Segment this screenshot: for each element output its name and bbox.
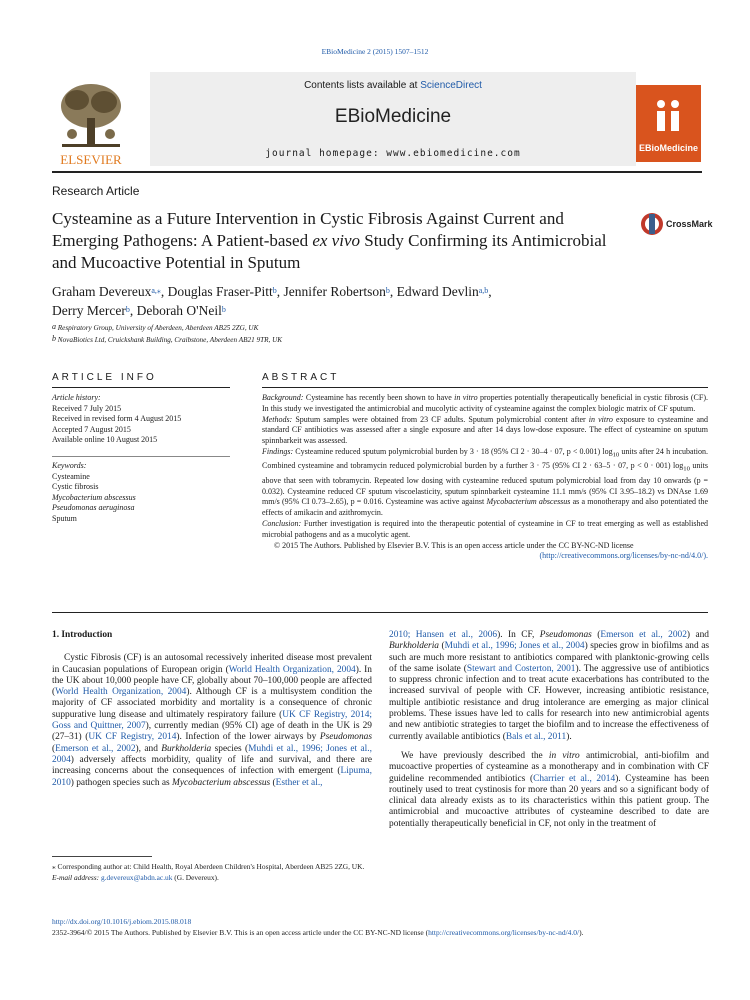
intro-paragraph-1-continued [389,630,709,743]
citation-link[interactable]: Muhdi et al., 1996; Jones et al., 2004 [444,641,585,652]
cover-title: EBioMedicine [638,143,698,153]
author-separator: , [389,284,397,299]
tree-icon [61,84,121,147]
affiliation-text: Respiratory Group, University of Aberdeen, Aberdeen AB25 2ZG, UK [57,324,259,332]
text-run: ( [52,743,56,754]
author-affiliation-mark[interactable]: a,⁎ [151,286,161,295]
citation-link[interactable]: World Health Organization, 2004 [228,664,356,675]
email-note [52,872,372,883]
article-info-heading: ARTICLE INFO [52,372,157,383]
abstract-license-text: © 2015 The Authors. Published by Elsevier B.V. This is an open access article under the CC BY-NC-ND license [274,540,634,550]
abstract-divider [262,387,708,388]
text-run: ) pathogen species such as [70,777,173,788]
crossmark-label: CrossMark [666,219,713,229]
citation-link[interactable]: Emerson et al., 2002 [55,743,136,754]
affiliation-mark: b [52,334,56,343]
journal-reference[interactable]: EBioMedicine 2 (2015) 1507–1512 [321,47,429,56]
author-name[interactable]: Douglas Fraser-Pitt [167,284,273,299]
text-run: ( [439,641,445,652]
text-run: ). Although CF is a multisystem condition the majority of CF associated morbidity and mortality is a consequence of chronic suppurative lung disease and ultimately respiratory failure ( [52,687,372,720]
issn-text: 2352-3964/© 2015 The Authors. Published by Elsevier B.V. This is an open access article under the CC BY-NC-ND license ( [52,928,429,937]
text-run: antimicrobial, anti-biofilm and mucoactive properties of cysteamine as a monotherapy and in combination with CF guideline recommended antibiotics ( [389,750,709,784]
text-run: ). In CF, [497,630,540,640]
text-run: ). Infection of the lower airways by [176,732,320,743]
email-link[interactable]: g.devereux@abdn.ac.uk [101,873,173,882]
corresponding-author-note: ⁎ Corresponding author at: Child Health, Royal Aberdeen Children's Hospital, Aberdeen AB25 2ZG, UK. [52,862,365,871]
keyword-item: Cystic fibrosis [52,482,99,491]
text-run: ). In the UK about 10,000 people have CF, globally about 70–100,000 people are affected ( [52,664,372,698]
methods-label: Methods: [262,414,293,424]
keywords-label: Keywords: [52,461,87,470]
citation-link[interactable]: World Health Organization, 2004 [55,687,187,698]
text-run: ). [566,731,572,742]
history-item: Available online 10 August 2015 [52,435,158,444]
body-column-right [389,630,709,830]
italic-term: Burkholderia [389,641,439,652]
journal-homepage[interactable]: journal homepage: www.ebiomedicine.com [265,148,521,159]
author-name[interactable]: Graham Devereux [52,284,152,299]
author-affiliation-mark[interactable]: b [272,286,277,295]
conclusion-label: Conclusion: [262,518,302,528]
citation-link[interactable]: Stewart and Costerton, 2001 [466,663,576,674]
italic-term: Pseudomonas [539,630,592,640]
keywords [52,461,232,524]
body-column-left [52,630,372,789]
intro-paragraph-2 [389,751,709,830]
text-run: ). The aggressive use of antibiotics to suppress chronic infection and to treat acute exacerbations has contributed to the increased survival of people with CF. However, increasing antibiotic resistance, multiple antibiotic resistance and drug intolerance are emerging as major clinical problems. These issues have led to calls for research into new antimicrobial agents and new antibiotic strategies to target the biofilm and to increase the effectiveness of currently available antibiotics ( [389,663,709,742]
author-affiliation-mark[interactable]: b [221,305,226,314]
author-separator: , [160,284,168,299]
findings-text-c: units above that seen with tobramycin. Repeated low dosing with cysteamine reduced sputum polymicrobial load from day 10 onwards (p = 0.032). Cysteamine reduced CF sputum viscoelasticity, sputum spinnbarkeit cysteamine 11.1 mm/s (95% CI 3.95–18.2) vs DNAse 1.69 mm/s (95% CI 0.73–2.65), p = 0.016. Cysteamine was active against [262,461,708,507]
email-label: E-mail address: [52,873,101,882]
keyword-item: Sputum [52,513,77,523]
crossmark-icon [640,210,664,238]
title-part-1: Cysteamine as a Future Intervention in Cystic Fibrosis Against Current and Emerging Pathogens: A Patient-based [52,209,564,250]
abstract-bottom-divider [52,612,708,613]
footnote-divider [52,856,152,857]
affiliation-item [52,334,672,346]
text-run: ) species grow in biofilms and as such are much more resistant to antibiotics compared with planktonic-growing cells of the same isolate ( [389,641,709,674]
citation-link[interactable]: Lipuma, 2010 [52,766,372,788]
journal-header-box [150,72,636,166]
methods-italic: in vitro [588,414,613,424]
citation-link[interactable]: Muhdi et al., 1996; Jones et al., 2004 [52,743,372,765]
title-part-2: Study Confirming its Antimicrobial and Mucoactive Potential in Sputum [52,231,607,272]
affiliation-item [52,322,672,334]
methods-text-b: exposure to cysteamine and standard CF antibiotics was assessed after a single exposure and after 14 days low-dose exposure. The effect of cysteamine on sputum spinnbarkeit was assessed. [262,414,708,446]
author-affiliation-mark[interactable]: b [125,305,130,314]
italic-term: Mycobacterium abscessus [172,777,271,788]
history-list [52,404,232,446]
text-run: ( [270,777,276,788]
author-affiliation-mark[interactable]: a,b [478,286,489,295]
abstract-findings [262,447,708,519]
keyword-item: Cysteamine [52,471,90,481]
affiliation-mark: a [52,322,56,331]
author-affiliation-mark[interactable]: b [385,286,390,295]
keyword-item: Mycobacterium abscessus [52,492,136,502]
citation-link[interactable]: UK CF Registry, 2014 [88,732,177,743]
text-run: ). Cysteamine has been routinely used to treat cystinosis for more than 20 years and so a significant body of clinical data already exists as to its characteristics within this patient group. The antimicrobial and mucoactive attributes of cysteamine described to date are potentially therapeutically beneficial in CF, not only in the treatment of [389,773,710,829]
affiliation-text: NovaBiotics Ltd, Cruickshank Building, Craibstone, Aberdeen AB21 9TR, UK [57,336,283,344]
issn-license-line [52,928,584,937]
text-run: ( [591,630,601,640]
abstract-body [262,393,708,562]
findings-label: Findings: [262,446,294,456]
abstract-conclusion [262,519,708,541]
background-text-a: Cysteamine has recently been shown to have [303,393,455,402]
author-name[interactable]: Deborah O'Neil [136,303,222,318]
history-item: Received 7 July 2015 [52,403,122,413]
header-divider [52,171,702,173]
abstract-heading: ABSTRACT [262,372,340,383]
italic-term: Pseudomonas [319,732,372,743]
text-run: ) adversely affects morbidity, quality of life and survival, and there are increasing concerns about the consequences of infection with emergent ( [52,754,372,777]
masthead [52,72,702,170]
license-link[interactable]: (http://creativecommons.org/licenses/by-nc-nd/4.0/). [539,551,708,561]
article-title [52,208,622,274]
citation-link[interactable]: 2010; Hansen et al., 2006 [389,630,498,640]
background-text-b: properties potentially therapeutically beneficial in cystic fibrosis (CF). In this study we investigated the antimicrobial and mucolytic activity of cysteamine against the complex biologic matrix of CF sputum. [262,393,708,413]
citation-link[interactable]: Esther et al., [275,777,323,788]
history-label: Article history: [52,393,101,402]
text-run: We have previously described the [401,750,549,761]
footnotes [52,861,372,883]
footer-license-link[interactable]: http://creativecommons.org/licenses/by-nc-nd/4.0/ [428,928,580,937]
crossmark-button[interactable] [640,210,713,238]
history-item: Received in revised form 4 August 2015 [52,414,182,423]
italic-term: in vitro [548,750,580,761]
text-run: Cystic Fibrosis (CF) is an autosomal recessively inherited disease most prevalent in Caucasian populations of European origin ( [52,653,372,675]
findings-subscript: 10 [612,451,620,459]
doi-link[interactable]: http://dx.doi.org/10.1016/j.ebiom.2015.08.018 [52,917,192,926]
section-heading-introduction: 1. Introduction [52,630,113,640]
citation-link[interactable]: Bals et al., 2011 [505,731,567,742]
author-name[interactable]: Jennifer Robertson [283,284,386,299]
history-item: Accepted 7 August 2015 [52,424,131,434]
methods-text-a: Sputum samples were obtained from 23 CF adults. Sputum polymicrobial content after [292,414,589,424]
keyword-item: Pseudomonas aeruginosa [52,503,135,512]
keywords-divider [52,456,230,457]
elsevier-wordmark: ELSEVIER [60,152,122,167]
author-list [52,282,672,320]
elsevier-logo[interactable] [52,78,130,168]
findings-italic: Mycobacterium abscessus [486,497,571,507]
article-history [52,393,232,446]
citation-link[interactable]: UK CF Registry, 2014; Goss and Quittner, 2007 [52,709,372,732]
background-italic: in vitro [454,393,478,402]
citation-link[interactable]: Emerson et al., 2002 [600,630,687,640]
findings-subscript-2: 10 [683,465,690,473]
text-run: species ( [211,743,249,754]
author-separator: , [129,303,137,318]
intro-paragraph-1 [52,653,372,789]
findings-text-a: Cysteamine reduced sputum polymicrobial burden by 3 · 18 (95% CI 2 · 30–4 · 07, p < 0.001) log [293,446,613,456]
title-italic: ex vivo [312,231,360,250]
author-name[interactable]: Edward Devlin [396,284,479,299]
findings-text-b: units after 24 h incubation. Combined cysteamine and tobramycin reduced polymicrobial burden by a further 3 · 75 (95% CI 2 · 63–5 · 07, p < 0 · 001) log [262,446,708,471]
abstract-methods [262,415,708,447]
affiliations [52,322,672,346]
conclusion-text: Further investigation is required into the therapeutic potential of cysteamine in CF to treat emerging as well as established microbial pathogens and as a mucolytic agent. [262,518,708,539]
author-separator: , [488,284,492,299]
contents-prefix: Contents lists available at [304,80,421,91]
citation-link[interactable]: Charrier et al., 2014 [533,773,616,784]
text-run: ) and [686,630,709,640]
journal-cover[interactable] [636,85,701,162]
text-run: ), currently median (95% CI) age of death in the UK is 29 (27–31) ( [52,721,372,743]
author-separator: , [276,284,284,299]
abstract-license-line [262,551,708,562]
keywords-list [52,472,232,525]
article-info-divider [52,387,230,388]
email-suffix: (G. Devereux). [172,873,219,882]
abstract-background [262,393,708,415]
findings-text-d: as a monotherapy and also potentiated the effects of amikacin and azithromycin. [262,497,708,518]
author-name[interactable]: Derry Mercer [52,303,126,318]
journal-name: EBioMedicine [334,106,452,127]
sciencedirect-link[interactable]: ScienceDirect [420,80,482,91]
issn-end: ). [579,928,584,937]
contents-line [150,80,636,91]
italic-term: Burkholderia [161,743,212,754]
article-type: Research Article [52,184,140,198]
text-run: ), and [135,743,162,754]
background-label: Background: [262,393,304,402]
